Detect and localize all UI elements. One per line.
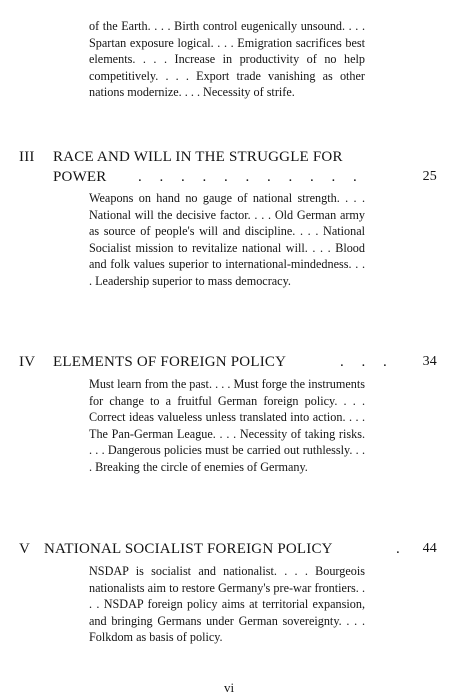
chapter-title: NATIONAL SOCIALIST FOREIGN POLICY bbox=[44, 541, 333, 557]
chapter-numeral: V bbox=[19, 541, 31, 557]
page-reference: 44 bbox=[422, 541, 437, 556]
page-reference: 34 bbox=[422, 354, 437, 369]
chapter-summary: NSDAP is socialist and nationalist. . . . Bourgeois nationalists aim to restore Germany's pre-war frontiers. . . . NSDAP foreign policy aims at territorial expansion, and bringing Germans under German sovereignty. . . . Folkdom as basis of policy. bbox=[89, 564, 365, 645]
chapter-numeral: IV bbox=[19, 354, 36, 370]
chapter-title: ELEMENTS OF FOREIGN POLICY bbox=[53, 354, 287, 370]
chapter-heading-iv bbox=[0, 352, 458, 374]
page-number: vi bbox=[223, 680, 235, 695]
chapter-heading-iii bbox=[0, 147, 458, 189]
dot-leader: . bbox=[396, 541, 400, 557]
chapter-summary: Weapons on hand no gauge of national strength. . . . National will the decisive factor. . . . Old German army as source of people's will and discipline. . . . National Socialist mission to revitalize national will. . . . Blood and folk values superior to international-mindedness. . . . Leadership superior to mass democracy. bbox=[89, 191, 365, 288]
dot-leader: . . . bbox=[340, 354, 394, 370]
dot-leader: . . . . . . . . . . . bbox=[138, 169, 364, 185]
chapter-title-continued: POWER bbox=[53, 169, 107, 185]
chapter-title: RACE AND WILL IN THE STRUGGLE FOR bbox=[53, 149, 343, 165]
chapter-summary-continued: of the Earth. . . . Birth control eugenically unsound. . . . Spartan exposure logical. . . . Emigration sacrifices best elements. . . . Increase in productivity of no help competitively. . . . Export trade vanishing as other nations modernize. . . . Necessity of strife. bbox=[89, 19, 365, 100]
chapter-heading-v bbox=[0, 539, 458, 561]
page-reference: 25 bbox=[422, 169, 437, 184]
chapter-numeral: III bbox=[19, 149, 35, 165]
chapter-summary: Must learn from the past. . . . Must forge the instruments for change to a fruitful German foreign policy. . . . Correct ideas valueless unless translated into action. . . . The Pan-German League. . . . Necessity of taking risks. . . . Dangerous policies must be carried out ruthlessly. . . . Breaking the circle of enemies of Germany. bbox=[89, 377, 365, 474]
